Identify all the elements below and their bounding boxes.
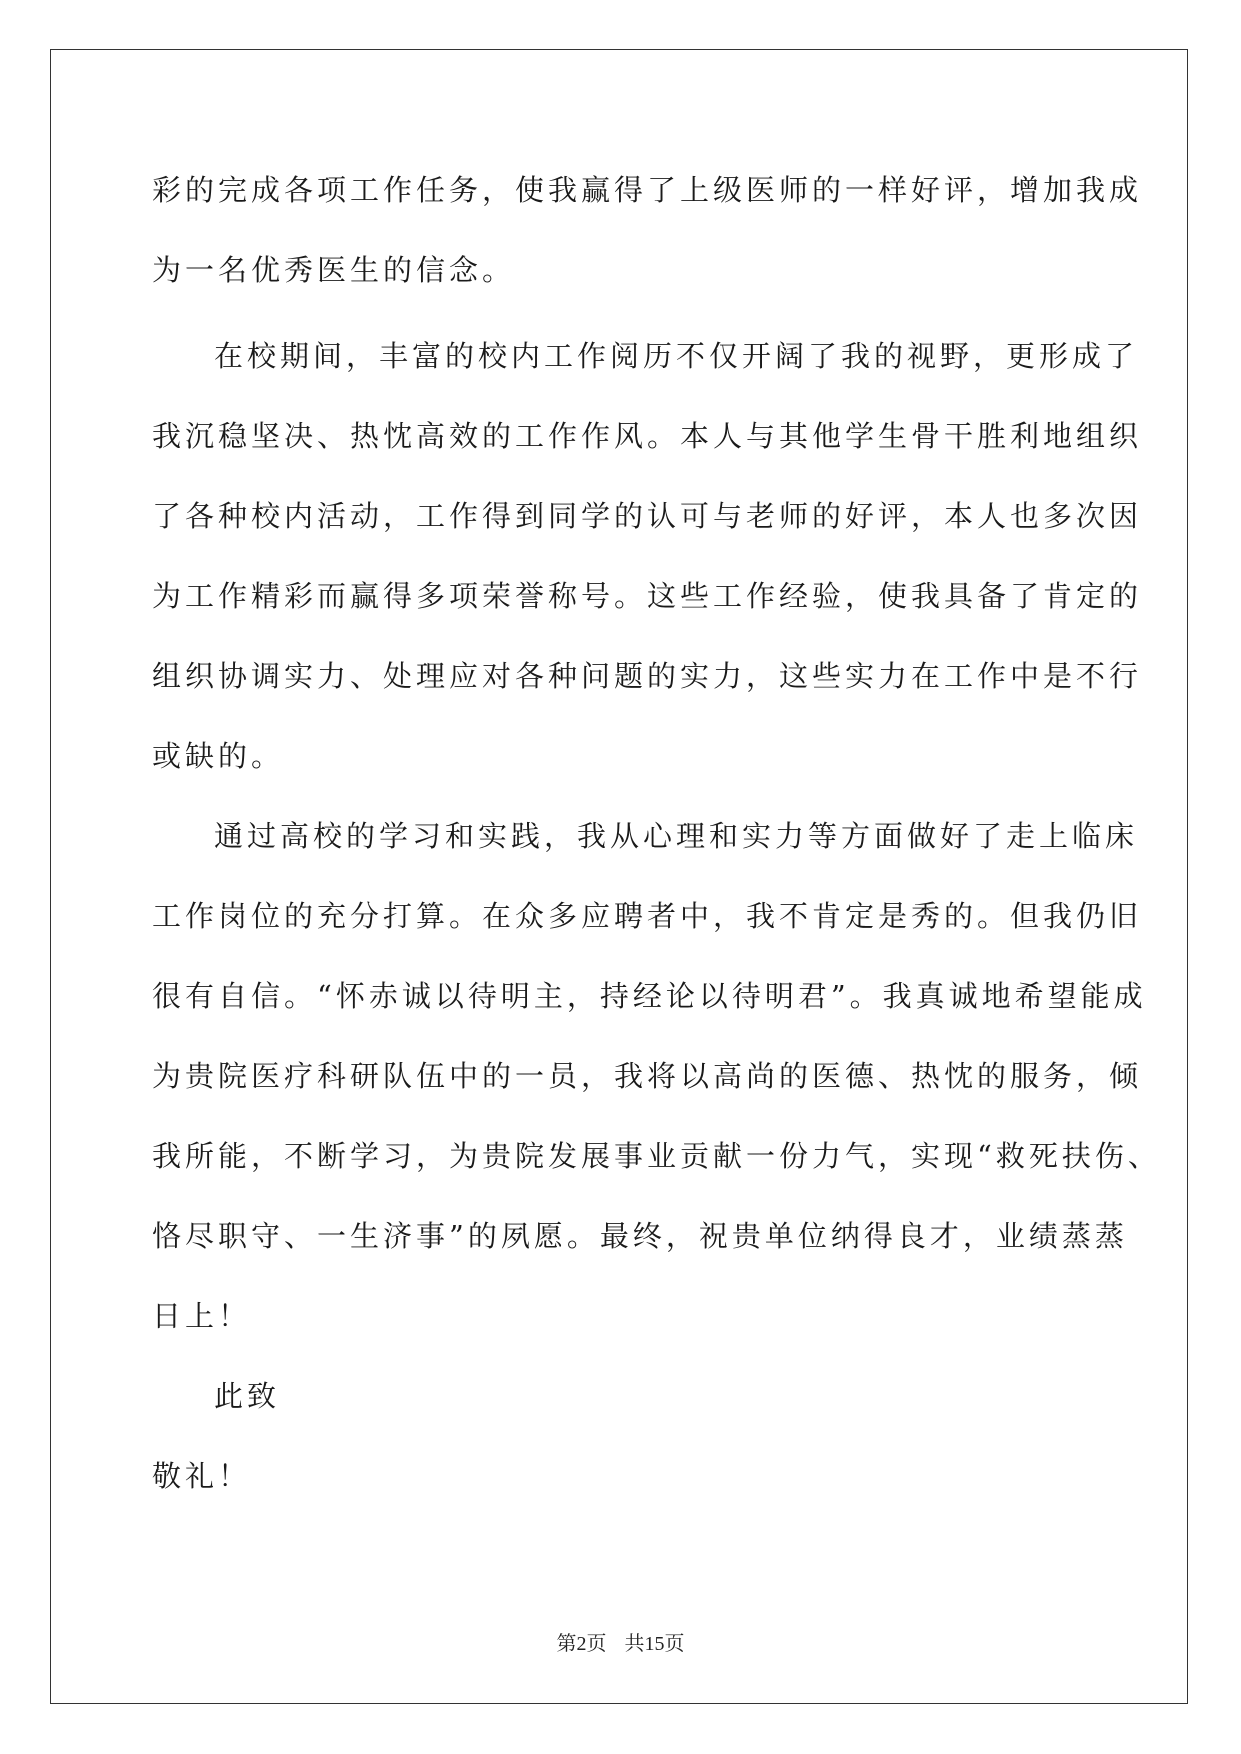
text-line: 很有自信。“怀赤诚以待明主，持经论以待明君”。我真诚地希望能成: [152, 979, 1147, 1013]
paragraph-first-line: 在校期间，丰富的校内工作阅历不仅开阔了我的视野，更形成了: [214, 339, 1139, 373]
closing: 敬礼！: [152, 1459, 252, 1493]
text-line: 或缺的。: [152, 739, 285, 773]
salutation: 此致: [214, 1379, 281, 1413]
page-total: 共15页: [624, 1633, 685, 1655]
page-number: 第2页: [556, 1633, 607, 1655]
text-line: 为工作精彩而赢得多项荣誉称号。这些工作经验，使我具备了肯定的: [152, 579, 1143, 613]
text-line: 我所能，不断学习，为贵院发展事业贡献一份力气，实现“救死扶伤、: [152, 1139, 1161, 1173]
text-line: 了各种校内活动，工作得到同学的认可与老师的好评，本人也多次因: [152, 499, 1143, 533]
paragraph-first-line: 通过高校的学习和实践，我从心理和实力等方面做好了走上临床: [214, 819, 1139, 853]
page-footer: [0, 1627, 1241, 1656]
text-line: 为贵院医疗科研队伍中的一员，我将以高尚的医德、热忱的服务，倾: [152, 1059, 1143, 1093]
text-line: 恪尽职守、一生济事”的夙愿。最终，祝贵单位纳得良才，业绩蒸蒸: [152, 1219, 1128, 1253]
text-line: 彩的完成各项工作任务，使我赢得了上级医师的一样好评，增加我成: [152, 173, 1143, 207]
page-border: [50, 49, 1188, 1704]
text-line: 工作岗位的充分打算。在众多应聘者中，我不肯定是秀的。但我仍旧: [152, 899, 1143, 933]
text-line: 组织协调实力、处理应对各种问题的实力，这些实力在工作中是不行: [152, 659, 1143, 693]
text-line: 我沉稳坚决、热忱高效的工作作风。本人与其他学生骨干胜利地组织: [152, 419, 1143, 453]
text-line: 为一名优秀医生的信念。: [152, 253, 516, 287]
text-line: 日上！: [152, 1299, 252, 1333]
